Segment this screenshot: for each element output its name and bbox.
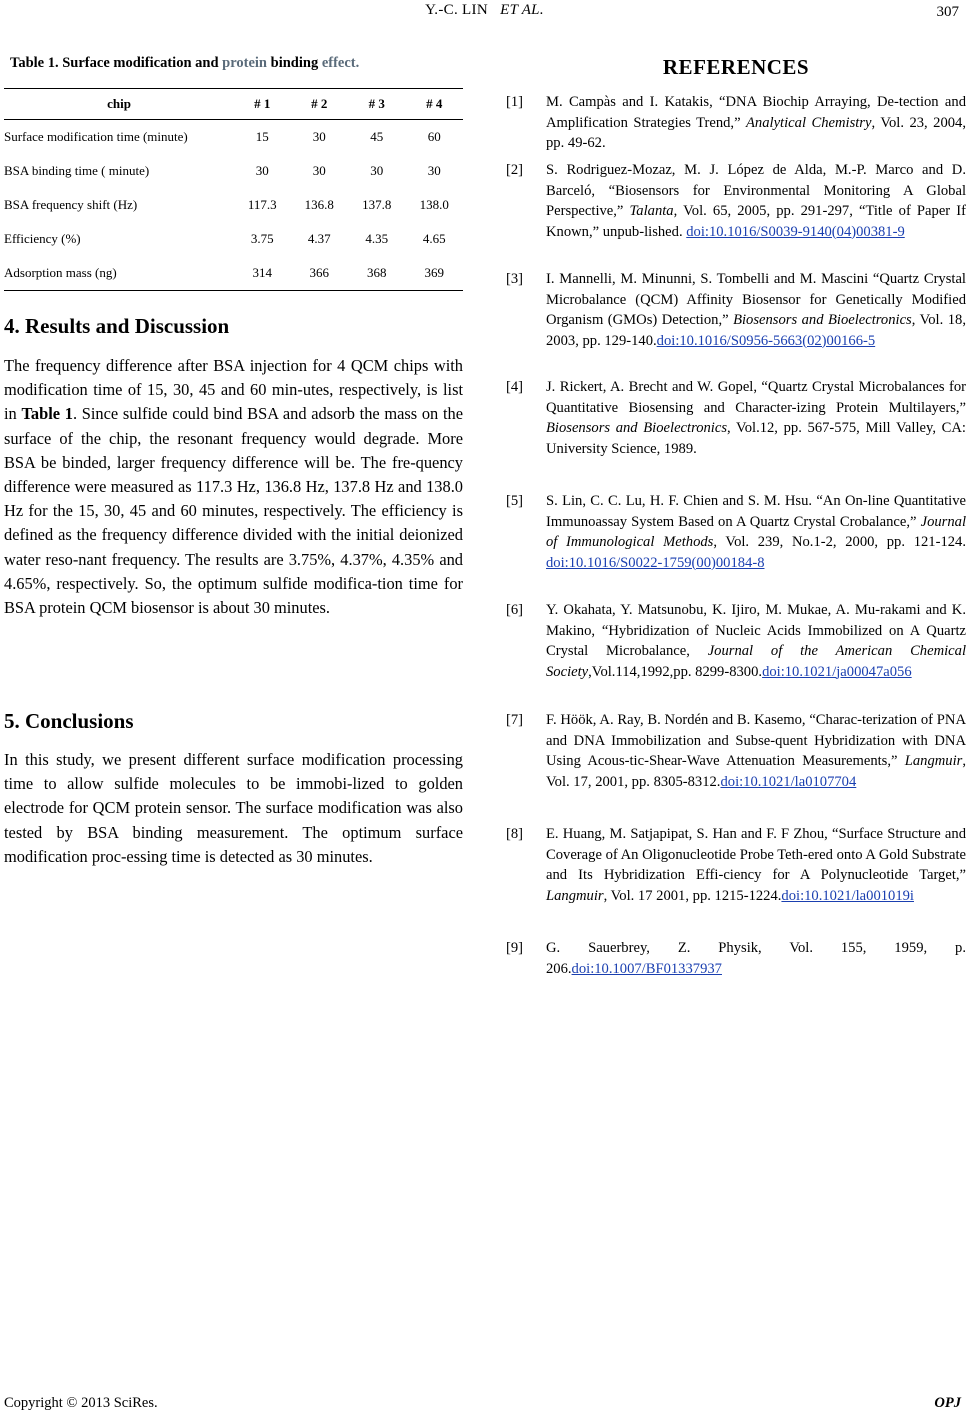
table-cell: 314 xyxy=(252,265,273,280)
reference-item: [4] J. Rickert, A. Brecht and W. Gopel, “Quartz Crystal Microbalances for Quantitative Biosensing and Character-izing Protein Multilayers,” Biosensors and Bioelectronics, Vol.12, pp. 567-575, Mill Valley, CA: University Science, 1989. xyxy=(506,379,966,457)
section-heading-conclusions: 5. Conclusions xyxy=(4,709,134,733)
reference-item: [9] G. Sauerbrey, Z. Physik, Vol. 155, 1959, p. 206.doi:10.1007/BF01337937 xyxy=(506,940,966,977)
references-title: REFERENCES xyxy=(662,55,810,79)
reference-item: [7] F. Höök, A. Ray, B. Nordén and B. Kasemo, “Charac-terization of PNA and DNA Immobilization and Subse-quent Hybridization with DNA Using Acous-tic-Shear-Wave Attenuation Measurements,” Langmuir, Vol. 17, 2001, pp. 8305-8312.doi:10.1021/la0107704 xyxy=(506,712,966,790)
table-cell: 4.65 xyxy=(422,231,446,246)
doi-link[interactable]: doi:10.1021/ja00047a056 xyxy=(762,663,912,680)
table-cell: 45 xyxy=(370,129,384,144)
table-cell: 3.75 xyxy=(250,231,274,246)
table-header-cell: chip xyxy=(107,96,131,111)
table-cell: 117.3 xyxy=(247,197,277,212)
table-cell: 30 xyxy=(255,163,269,178)
page-number: 307 xyxy=(936,4,959,20)
left-column xyxy=(4,55,463,866)
reference-item: [2] S. Rodriguez-Mozaz, M. J. López de Alda, M.-P. Marco and D. Barceló, “Biosensors for Environmental Monitoring A Global Perspective,” Talanta, Vol. 65, 2005, pp. 291-297, “Title of Paper If Known,” unpub-lished. doi:10.1016/S0039-9140(04)00381-9 xyxy=(506,162,966,240)
table-cell: 30 xyxy=(427,163,441,178)
table-cell: Adsorption mass (ng) xyxy=(4,265,117,280)
journal-footer: OPJ xyxy=(934,1395,961,1411)
header-author: Y.-C. LIN xyxy=(425,2,488,18)
table-cell: 369 xyxy=(424,265,444,280)
running-header xyxy=(0,2,969,19)
results-paragraph: The frequency difference after BSA injection for 4 QCM chips with modification time of 15, 30, 45 and 60 min-utes, respectively, is list in Table 1. Since sulfide could bind BSA and adsorb the mass on the surface of the chip, the resonant frequency would degrade. More BSA be binded, larger frequency difference will be. The fre-quency difference were measured as 117.3 Hz, 136.8 Hz, 137.8 Hz and 138.0 Hz for the 15, 30, 45 and 60 minutes, respectively. The efficiency is defined as the frequency difference divided with the initial deionized water reso-nant frequency. The results are 3.75%, 4.37%, 4.35% and 4.65%, respectively. So, the optimum sulfide modifica-tion time for BSA protein QCM biosensor is about 30 minutes. xyxy=(4,356,463,618)
doi-link[interactable]: doi:10.1007/BF01337937 xyxy=(571,960,722,977)
reference-item: [6] Y. Okahata, Y. Matsunobu, K. Ijiro, M. Mukae, A. Mu-rakami and K. Makino, “Hybridization of Nucleic Acids Immobilized on A Quartz Crystal Microbalance, Journal of the American Chemical Society,Vol.114,1992,pp. 8299-8300.doi:10.1021/ja00047a056 xyxy=(506,602,967,680)
reference-item: [3] I. Mannelli, M. Minunni, S. Tombelli and M. Mascini “Quartz Crystal Microbalance (QCM) Affinity Biosensor for Genetically Modified Organism (GMOs) Detection,” Biosensors and Bioelectronics, Vol. 18, 2003, pp. 129-140.doi:10.1016/S0956-5663(02)00166-5 xyxy=(506,271,966,349)
table-cell: 4.35 xyxy=(365,231,389,246)
table-cell: 136.8 xyxy=(304,197,334,212)
table-row xyxy=(4,154,463,188)
table-cell: BSA frequency shift (Hz) xyxy=(4,197,138,212)
reference-item: [5] S. Lin, C. C. Lu, H. F. Chien and S. M. Hsu. “An On-line Quantitative Immunoassay System Based on A Quartz Crystal Crobalance,” Journal of Immunological Methods, Vol. 239, No.1-2, 2000, pp. 121-124. doi:10.1016/S0022-1759(00)00184-8 xyxy=(506,493,966,571)
table-cell: Efficiency (%) xyxy=(4,231,81,246)
table-header-cell: # 2 xyxy=(311,96,328,111)
table-caption: Table 1. Surface modification and protein binding effect. xyxy=(10,55,360,71)
table-cell: 138.0 xyxy=(419,197,449,212)
table-row xyxy=(4,222,463,256)
doi-link[interactable]: doi:10.1016/S0022-1759(00)00184-8 xyxy=(546,554,765,571)
table-header-row xyxy=(4,89,463,120)
reference-item: [1] M. Campàs and I. Katakis, “DNA Biochip Arraying, De-tection and Amplification Strategies Trend,” Analytical Chemistry, Vol. 23, 2004, pp. 49-62. xyxy=(506,94,966,151)
table-cell: 60 xyxy=(427,129,441,144)
table-cell: 137.8 xyxy=(362,197,392,212)
table-cell: 366 xyxy=(309,265,330,280)
table-header-cell: # 3 xyxy=(368,96,385,111)
table-cell: 368 xyxy=(367,265,387,280)
header-et-al: ET AL. xyxy=(500,2,544,18)
table-cell: 15 xyxy=(255,129,269,144)
conclusions-paragraph: In this study, we present different surface modification processing time to allow sulfide molecules to be immobi-lized to golden electrode for QCM protein sensor. The surface modification was also tested by BSA binding measurement. The optimum surface modification proc-essing time is detected as 30 minutes. xyxy=(4,750,463,866)
table-cell: 30 xyxy=(370,163,384,178)
doi-link[interactable]: doi:10.1016/S0039-9140(04)00381-9 xyxy=(686,223,905,240)
table-cell: 4.37 xyxy=(307,231,331,246)
table-row xyxy=(4,188,463,222)
copyright-footer: Copyright © 2013 SciRes. xyxy=(4,1395,158,1411)
doi-link[interactable]: doi:10.1016/S0956-5663(02)00166-5 xyxy=(656,332,876,349)
table-cell: Surface modification time (minute) xyxy=(4,129,188,144)
table-header-cell: # 4 xyxy=(426,96,443,111)
doi-link[interactable]: doi:10.1021/la001019i xyxy=(781,887,914,904)
table-header-cell: # 1 xyxy=(254,96,271,111)
table-row xyxy=(4,256,463,291)
table-cell: 30 xyxy=(312,129,326,144)
results-table xyxy=(4,88,463,291)
section-heading-results: 4. Results and Discussion xyxy=(4,314,230,338)
table-cell: BSA binding time ( minute) xyxy=(4,163,150,178)
table-row xyxy=(4,120,463,155)
reference-item: [8] E. Huang, M. Satjapipat, S. Han and F. F Zhou, “Surface Structure and Coverage of An Oligonucleotide Probe Teth-ered onto A Gold Substrate and Its Hybridization Effi-ciency for A Polynucleotide Target,” Langmuir, Vol. 17 2001, pp. 1215-1224.doi:10.1021/la001019i xyxy=(506,826,966,904)
table-cell: 30 xyxy=(312,163,326,178)
doi-link[interactable]: doi:10.1021/la0107704 xyxy=(720,773,857,790)
